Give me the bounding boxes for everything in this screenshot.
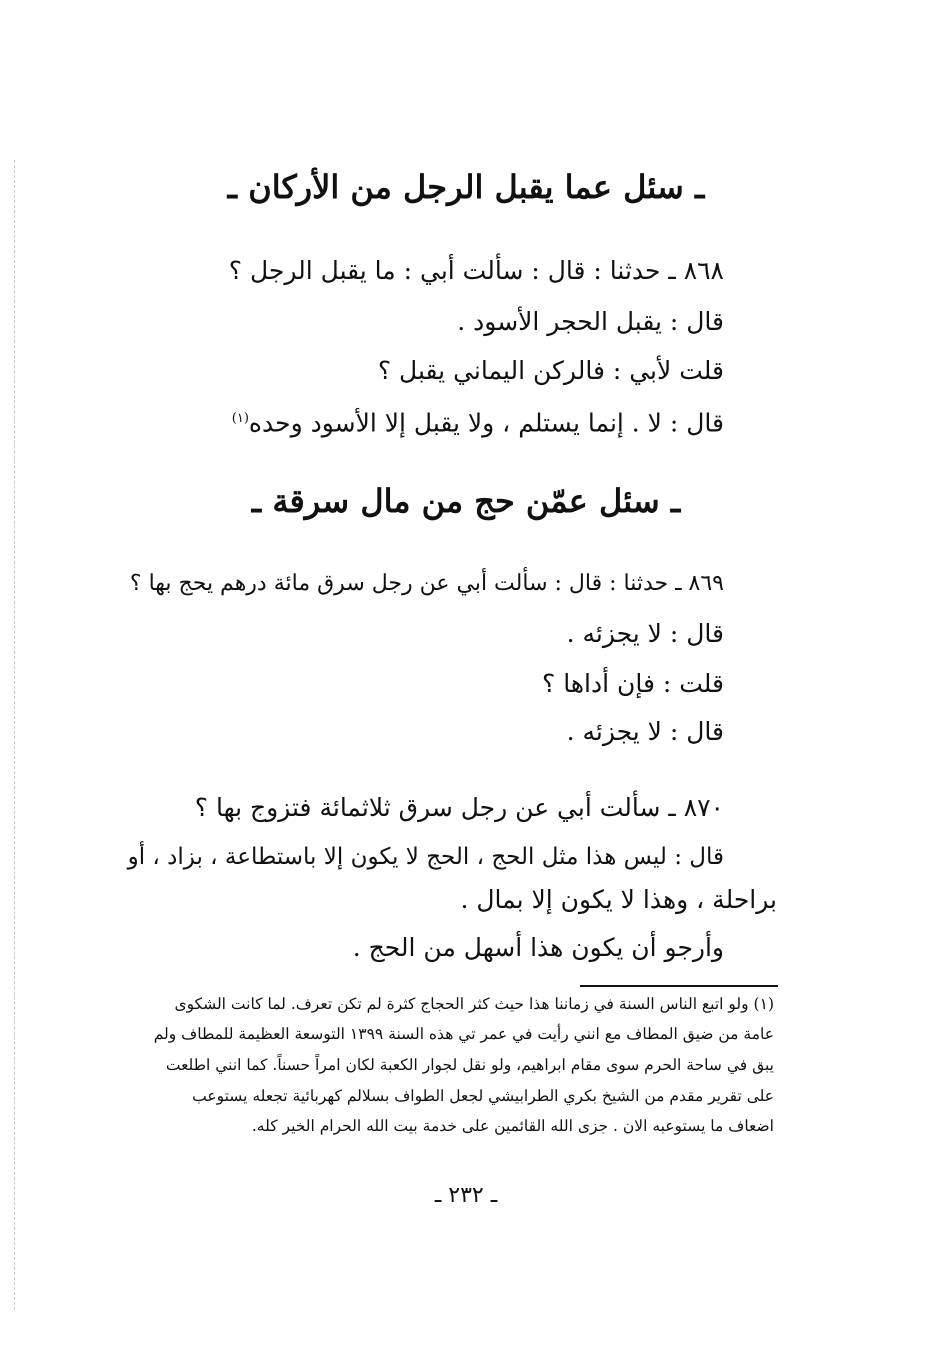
- footnote-line-1: (١) ولو اتبع الناس السنة في زماننا هذا حيث كثر الحجاج كثرة لم تكن تعرف. لما كانت الشكوى: [174, 995, 774, 1013]
- entry-869-line-4: قال : لا يجزئه .: [566, 717, 724, 746]
- page-number: ـ ٢٣٢ ـ: [434, 1183, 498, 1208]
- footnote-line-4: على تقرير مقدم من الشيخ بكري الطرابيشي لجعل الطواف بسلالم كهربائية تجعله يستوعب: [192, 1087, 774, 1105]
- entry-870-line-3: براحلة ، وهذا لا يكون إلا بمال .: [460, 885, 777, 914]
- entry-869-line-2: قال : لا يجزئه .: [566, 619, 724, 648]
- entry-868-line-2: قال : يقبل الحجر الأسود .: [457, 307, 724, 336]
- footnote-line-5: اضعاف ما يستوعبه الان . جزى الله القائمين على خدمة بيت الله الحرام الخير كله.: [251, 1117, 774, 1135]
- entry-868-line-1: ٨٦٨ ـ حدثنا : قال : سألت أبي : ما يقبل الرجل ؟: [228, 256, 724, 285]
- entry-868-line-4: [232, 404, 724, 438]
- scan-edge-line: [14, 160, 16, 1310]
- section-heading-1: ـ سئل عما يقبل الرجل من الأركان ـ: [227, 168, 705, 206]
- entry-870-line-1: ٨٧٠ ـ سألت أبي عن رجل سرق ثلاثمائة فتزوج بها ؟: [194, 793, 724, 822]
- footnote-line-2: عامة من ضيق المطاف مع انني رأيت في عمر تي هذه السنة ١٣٩٩ التوسعة العظيمة للمطاف ولم: [153, 1025, 774, 1043]
- entry-868-line-3: قلت لأبي : فالركن اليماني يقبل ؟: [377, 356, 724, 385]
- entry-869-line-1: ٨٦٩ ـ حدثنا : قال : سألت أبي عن رجل سرق مائة درهم يحج بها ؟: [129, 571, 724, 596]
- footnote-line-3: يبق في ساحة الحرم سوى مقام ابراهيم، ولو نقل لجوار الكعبة لكان امراً حسناً. كما انني اطلعت: [165, 1056, 774, 1074]
- entry-870-line-4: وأرجو أن يكون هذا أسهل من الحج .: [352, 933, 724, 962]
- footnote-reference: (١): [231, 411, 249, 426]
- entry-868-line-4-text: قال : لا . إنما يستلم ، ولا يقبل إلا الأسود وحده: [248, 408, 724, 438]
- footnote-separator: [580, 985, 778, 987]
- section-heading-2: ـ سئل عمّن حج من مال سرقة ـ: [251, 482, 681, 520]
- entry-870-line-2: قال : ليس هذا مثل الحج ، الحج لا يكون إلا باستطاعة ، بزاد ، أو: [127, 844, 724, 870]
- entry-869-line-3: قلت : فإن أداها ؟: [541, 669, 724, 698]
